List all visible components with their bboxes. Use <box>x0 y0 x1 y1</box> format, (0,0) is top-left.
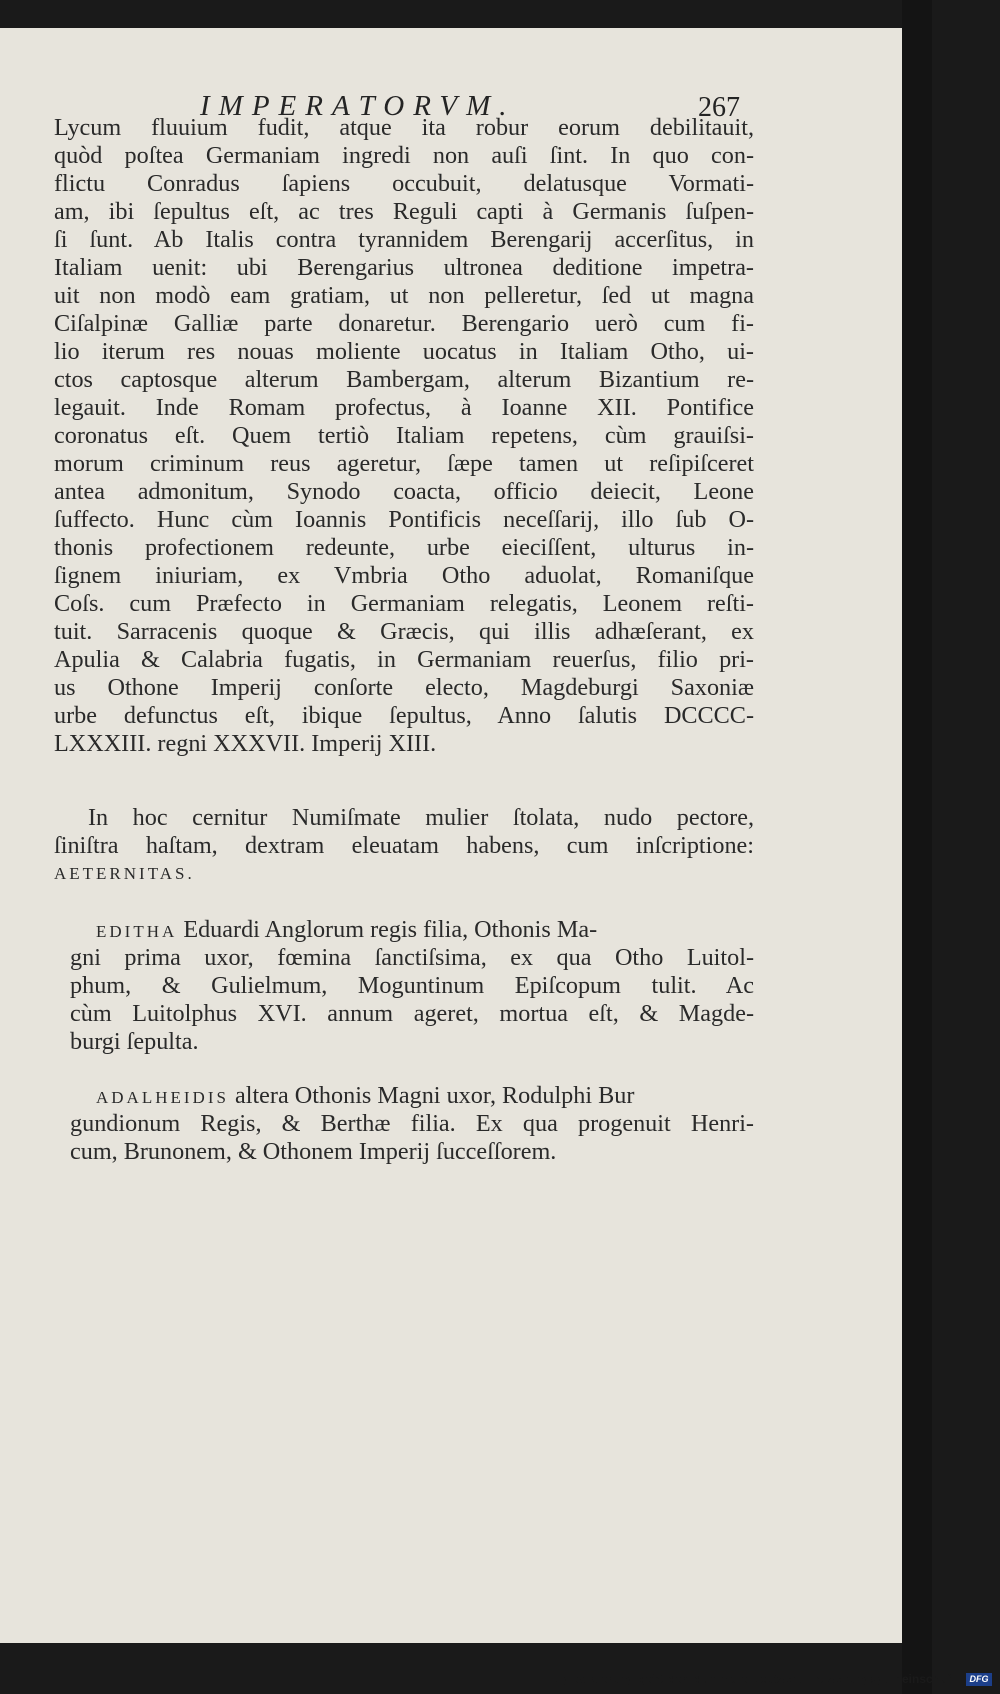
text-line: am, ibi ſepultus eſt, ac tres Reguli capti à Germanis ſuſpen- <box>54 198 754 225</box>
text-line: LXXXIII. regni XXXVII. Imperij XIII. <box>54 730 437 757</box>
text-line: legauit. Inde Romam profectus, à Ioanne XII. Pontifice <box>54 394 754 421</box>
paragraph-editha-cont <box>70 944 754 1056</box>
text-line: cùm Luitolphus XVI. annum ageret, mortua eſt, & Magde- <box>70 1000 754 1027</box>
inscription-text: AETERNITAS. <box>54 864 195 883</box>
text-line: Italiam uenit: ubi Berengarius ultronea deditione impetra- <box>54 254 754 281</box>
text-line: In hoc cernitur Numiſmate mulier ſtolata, nudo pectore, <box>88 804 754 831</box>
text-line: flictu Conradus ſapiens occubuit, delatusque Vormati- <box>54 170 754 197</box>
text-line: phum, & Gulielmum, Moguntinum Epiſcopum tulit. Ac <box>70 972 754 999</box>
text-line: burgi ſepulta. <box>70 1028 199 1055</box>
text-line: ctos captosque alterum Bambergam, alterum Bizantium re- <box>54 366 754 393</box>
text-line <box>96 916 754 944</box>
text-line: ſi ſunt. Ab Italis contra tyrannidem Berengarij accerſitus, in <box>54 226 754 253</box>
text-line <box>96 1082 754 1110</box>
dfg-logo-icon: DFG <box>966 1673 992 1686</box>
text-line: morum criminum reus ageretur, ſæpe tamen ut reſipiſceret <box>54 450 754 477</box>
text-fragment: altera Othonis Magni uxor, Rodulphi Bur <box>234 1082 635 1109</box>
text-line: tuit. Sarracenis quoque & Græcis, qui illis adhæſerant, ex <box>54 618 754 645</box>
text-line: Apulia & Calabria fugatis, in Germaniam reuerſus, filio pri- <box>54 646 754 673</box>
paragraph-adalheidis-cont <box>70 1110 754 1166</box>
name-adalheidis: ADALHEIDIS <box>96 1088 229 1107</box>
paragraph-main <box>54 114 754 758</box>
text-line: Lycum fluuium fudit, atque ita robur eorum debilitauit, <box>54 114 754 141</box>
text-line: coronatus eſt. Quem tertiò Italiam repetens, cùm grauiſsi- <box>54 422 754 449</box>
paragraph-editha <box>96 916 754 944</box>
funding-footer <box>551 1670 992 1688</box>
text-line: quòd poſtea Germaniam ingredi non auſi ſint. In quo con- <box>54 142 754 169</box>
text-line: uit non modò eam gratiam, ut non pelleretur, ſed ut magna <box>54 282 754 309</box>
text-fragment: Eduardi Anglorum regis filia, Othonis Ma- <box>183 916 598 943</box>
paragraph-numisma-cont <box>54 832 754 888</box>
text-line: us Othone Imperij conſorte electo, Magdeburgi Saxoniæ <box>54 674 754 701</box>
text-line: ſignem iniuriam, ex Vmbria Otho aduolat, Romaniſque <box>54 562 754 589</box>
text-line: antea admonitum, Synodo coacta, officio deiecit, Leone <box>54 478 754 505</box>
paragraph-adalheidis <box>96 1082 754 1110</box>
text-line: ſuffecto. Hunc cùm Ioannis Pontificis neceſſarij, illo ſub O- <box>54 506 754 533</box>
text-line: gundionum Regis, & Berthæ filia. Ex qua progenuit Henri- <box>70 1110 754 1137</box>
text-line: thonis profectionem redeunte, urbe eieciſſent, ulturus in- <box>54 534 754 561</box>
text-line: cum, Brunonem, & Othonem Imperij ſucceſſorem. <box>70 1138 557 1165</box>
text-line: lio iterum res nouas moliente uocatus in Italiam Otho, ui- <box>54 338 754 365</box>
text-line: Ciſalpinæ Galliæ parte donaretur. Berengario uerò cum fi- <box>54 310 754 337</box>
text-line: urbe defunctus eſt, ibique ſepultus, Anno ſalutis DCCCC- <box>54 702 754 729</box>
paragraph-numisma <box>88 804 754 832</box>
text-line: gni prima uxor, fœmina ſanctiſsima, ex qua Otho Luitol- <box>70 944 754 971</box>
text-line: ſiniſtra haſtam, dextram eleuatam habens, cum inſcriptione: <box>54 832 754 859</box>
footer-text: Digitalisierung gefördert durch die Deutsche Forschungsgemeinschaft · <box>551 1672 962 1686</box>
page-number: 267 <box>698 92 740 123</box>
name-editha: EDITHA <box>96 922 178 941</box>
page-edge-shadow <box>902 0 932 1694</box>
text-line: Coſs. cum Præfecto in Germaniam relegatis, Leonem reſti- <box>54 590 754 617</box>
running-title: IMPERАTORVM. <box>200 90 516 122</box>
